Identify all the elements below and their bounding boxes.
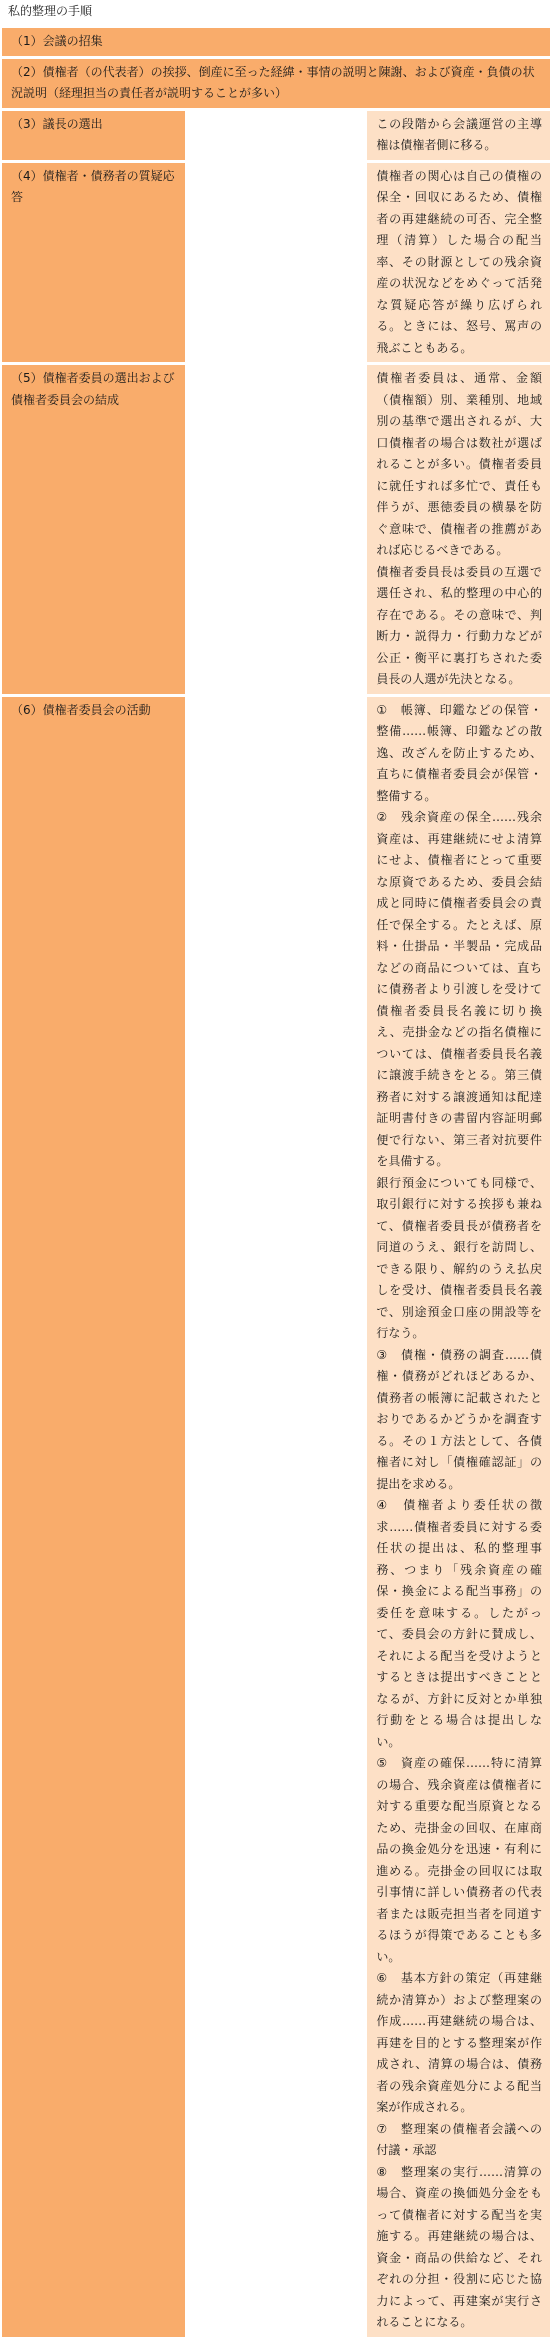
cell-gap bbox=[185, 163, 368, 363]
cell-gap bbox=[185, 697, 368, 2337]
cell-gap bbox=[185, 365, 368, 694]
step-4-label: （4）債権者・債務者の質疑応答 bbox=[2, 163, 185, 363]
paragraph: ⑥ 基本方針の策定（再建継続か清算か）および整理案の作成……再建継続の場合は、再建を目的とする整理案が作成され、清算の場合は、債務者の残余資産処分による配当案が作成される。 bbox=[376, 1971, 542, 2114]
step-5-body bbox=[367, 365, 550, 694]
step-3-body bbox=[367, 111, 550, 160]
table-row bbox=[2, 59, 550, 108]
procedure-table bbox=[2, 25, 550, 2340]
paragraph: ⑦ 整理案の債権者会議への付議・承認 bbox=[376, 2121, 542, 2157]
step-6-label: （6）債権者委員会の活動 bbox=[2, 697, 185, 2337]
paragraph: ⑧ 整理案の実行……清算の場合、資産の換価処分金をもって債権者に対する配当を実施する。再建継続の場合は、資金・商品の供給など、それぞれの分担・役割に応じた協力によって、再建案が実行されることになる。 bbox=[376, 2164, 542, 2329]
step-5-label: （5）債権者委員の選出および債権者委員会の結成 bbox=[2, 365, 185, 694]
paragraph: 債権者委員は、通常、金額（債権額）別、業種別、地域別の基準で選出されるが、大口債権者の場合は数社が選ばれることが多い。債権者委員に就任すれば多忙で、責任も伴うが、悪徳委員の横暴を防ぐ意味で、債権者の推薦があれば応じるべきである。 bbox=[376, 371, 542, 557]
table-row bbox=[2, 28, 550, 56]
paragraph: 債権者の関心は自己の債権の保全・回収にあるため、債権者の再建継続の可否、完全整理（清算）した場合の配当率、その財源としての残余資産の状況などをめぐって活発な質疑応答が繰り広げられる。ときには、怒号、罵声の飛ぶこともある。 bbox=[376, 168, 542, 355]
page-title: 私的整理の手順 bbox=[8, 4, 93, 18]
paragraph: ⑤ 資産の確保……特に清算の場合、残余資産は債権者に対する重要な配当原資となるため、売掛金の回収、在庫商品の換金処分を迅速・有利に進める。売掛金の回収には取引事情に詳しい債務者の代表者または販売担当者を同道するほうが得策であることも多い。 bbox=[376, 1756, 542, 1964]
paragraph: ② 残余資産の保全……残余資産は、再建継続にせよ清算にせよ、債権者にとって重要な原資であるため、委員会結成と同時に債権者委員会の責任で保全する。たとえば、原料・仕掛品・半製品・完成品などの商品については、直ちに債務者より引渡しを受けて債権者委員長名義に切り換え、売掛金などの指名債権については、債権者委員長名義に譲渡手続きをとる。第三債務者に対する譲渡通知は配達証明書付きの書留内容証明郵便で行ない、第三者対抗要件を具備する。 bbox=[376, 810, 542, 1168]
paragraph: この段階から会議運営の主導権は債権者側に移る。 bbox=[376, 116, 542, 152]
paragraph: ③ 債権・債務の調査……債権・債務がどれほどあるか、債務者の帳簿に記載されたとおりであるかどうかを調査する。その１方法として、各債権者に対し「債権確認証」の提出を求める。 bbox=[376, 1347, 542, 1491]
paragraph: 債権者委員長は委員の互選で選任され、私的整理の中心的存在である。その意味で、判断力・説得力・行動力などが公正・衡平に裏打ちされた委員長の人選が先決となる。 bbox=[376, 564, 542, 686]
step-2-cell: （2）債権者（の代表者）の挨拶、倒産に至った経緯・事情の説明と陳謝、および資産・負債の状況説明（経理担当の責任者が説明することが多い） bbox=[2, 59, 550, 108]
paragraph: 銀行預金についても同様で、取引銀行に対する挨拶も兼ねて、債権者委員長が債務者を同道のうえ、銀行を訪問し、できる限り、解約のうえ払戻しを受け、債権者委員長名義で、別途預金口座の開設等を行なう。 bbox=[376, 1175, 542, 1340]
cell-gap bbox=[185, 111, 368, 160]
step-6-body bbox=[367, 697, 550, 2337]
step-3-label: （3）議長の選出 bbox=[2, 111, 185, 160]
table-row bbox=[2, 111, 550, 160]
step-1-cell: （1）会議の招集 bbox=[2, 28, 550, 56]
table-row bbox=[2, 697, 550, 2337]
paragraph: ① 帳簿、印鑑などの保管・整備……帳簿、印鑑などの散逸、改ざんを防止するため、直ちに債権者委員会が保管・整備する。 bbox=[376, 702, 542, 803]
table-row bbox=[2, 365, 550, 694]
step-4-body bbox=[367, 163, 550, 363]
table-row bbox=[2, 163, 550, 363]
paragraph: ④ 債権者より委任状の徴求……債権者委員に対する委任状の提出は、私的整理事務、つまり「残余資産の確保・換金による配当事務」の委任を意味する。したがって、委員会の方針に賛成し、それによる配当を受けようとするときは提出すべきこととなるが、方針に反対とか単独行動をとる場合は提出しない。 bbox=[376, 1498, 542, 1749]
